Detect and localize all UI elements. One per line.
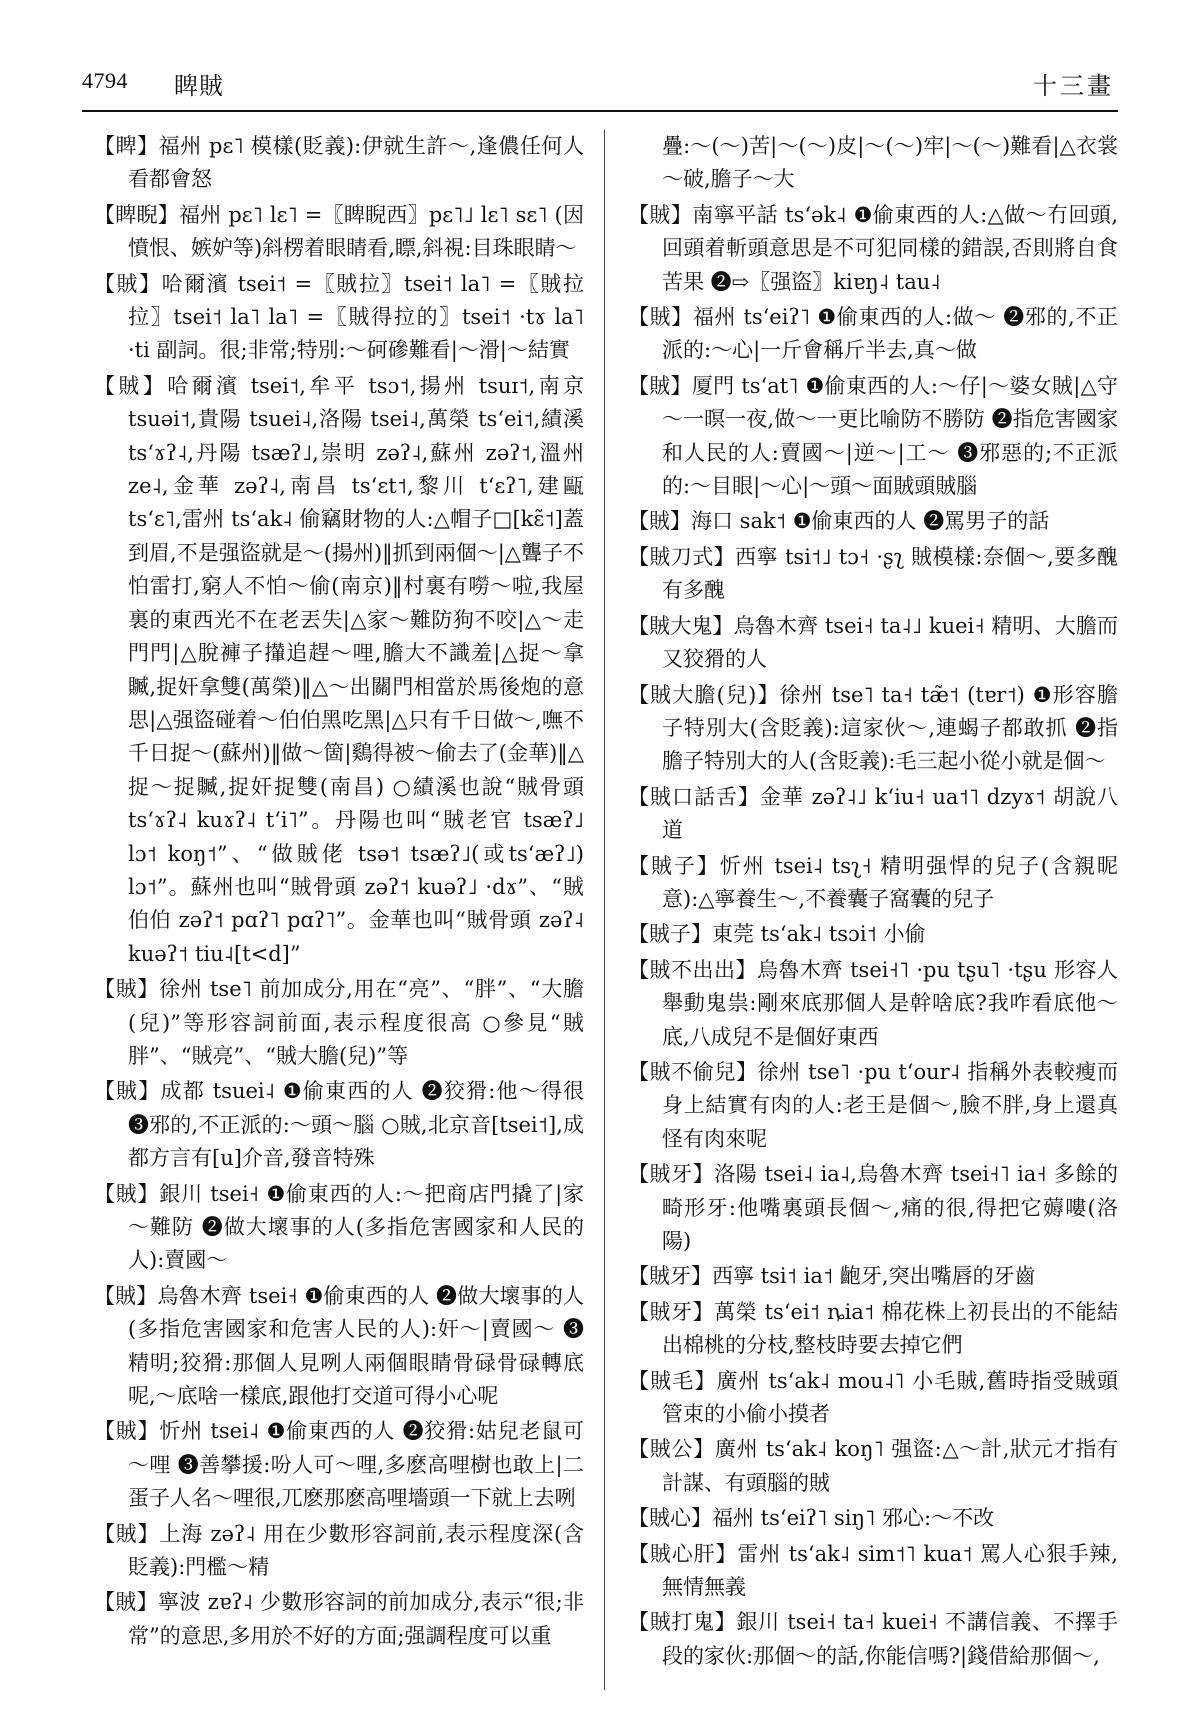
dictionary-entry: 【賊】徐州 tse˥ 前加成分,用在“亮”、“胖”、“大膽(兒)”等形容詞前面,表示程度很高 ○參見“賊胖”、“賊亮”、“賊大膽(兒)”等 — [94, 977, 584, 1068]
page-number: 4794 — [82, 68, 128, 93]
column-divider — [604, 130, 605, 1690]
dictionary-entry: 【賊子】忻州 tsei˨ tsʅ˧ 精明强悍的兒子(含親昵意):△寧養生～,不養囊子窩囊的兒子 — [628, 853, 1118, 911]
dictionary-entry-continuation: 疊:～(～)苦|～(～)皮|～(～)牢|～(～)難看|△衣裳～破,膽子～大 — [662, 134, 1118, 192]
dictionary-entry: 【賊】銀川 tsei˧ ❶偷東西的人:～把商店門撬了|家～難防 ❷做大壞事的人(多指危害國家和人民的人):賣國～ — [94, 1181, 584, 1273]
dictionary-entry: 【賊口話舌】金華 zəʔ˨˩ kʻiu˧ ua˦˥ dzyɤ˦ 胡說八道 — [628, 784, 1118, 843]
dictionary-entry: 【賊不出出】烏魯木齊 tsei˧˥ ·pu tʂu˥ ·tʂu 形容人舉動鬼祟:剛來底那個人是幹啥底?我咋看底他～底,八成兒不是個好東西 — [628, 957, 1118, 1049]
dictionary-entry: 【賊】哈爾濱 tsei˦ =〖賊拉〗tsei˦ la˥ =〖賊拉拉〗tsei˦ la˥ la˥ =〖賊得拉的〗tsei˦ ·tɤ la˥ ·ti 副詞。很;非常;特別:～砢磣難看|～滑|～結實 — [94, 271, 584, 363]
dictionary-entry: 【賊心肝】雷州 tsʻak˨ sim˦˥ kua˦ 罵人心狠手辣,無情無義 — [628, 1541, 1118, 1600]
dictionary-entry: 【賊毛】廣州 tsʻak˨ mou˨˥ 小毛賊,舊時指受賊頭管束的小偷小摸者 — [628, 1368, 1118, 1427]
dictionary-entry: 【賊公】廣州 tsʻak˨ koŋ˥ 强盜:△～計,狀元才指有計謀、有頭腦的賊 — [628, 1437, 1118, 1495]
dictionary-entry: 【賊刀式】西寧 tsi˦˩ tɔ˧ ·ʂʅ 賊模樣:奈個～,要多醜有多醜 — [628, 544, 1118, 603]
dictionary-entry: 【賊心】福州 tsʻeiʔ˥ siŋ˥ 邪心:～不改 — [628, 1506, 995, 1531]
dictionary-entry: 【賊】哈爾濱 tsei˦,牟平 tsɔ˦,揚州 tsuɪ˦,南京 tsuəi˦,貴陽 tsuei˨,洛陽 tsei˨,萬榮 tsʻei˦,績溪 tsʻɤʔ˨,丹陽 tsæʔ˩,崇明 zəʔ˨,蘇州 zəʔ˦,溫州 ze˨,金華 zəʔ˨,南昌 tsʻɛt˦,黎川 tʻɛʔ˥,建甌 tsʻɛ˥,雷州 tsʻak˨ 偷竊財物的人:△帽子□[kɛ̃˦]蓋到眉,不是强盜就是～(揚州)‖抓到兩個～|△聾子不怕雷打,窮人不怕～偷(南京)‖村裏有嘮～啦,我屋裏的東西光不在老丟失|△家～難防狗不咬|△～走門門|△脫褲子攆追趕～哩,膽大不識羞|△捉～拿贓,捉奸拿雙(萬榮)‖△～出關門相當於馬後炮的意思|△强盜碰着～伯伯黑吃黑|△只有千日做～,嘸不千日捉～(蘇州)‖做～箇|鷄得被～偷去了(金華)‖△捉～捉贓,捉奸捉雙(南昌) ○績溪也說“賊骨頭 tsʻɤʔ˨ kuɤʔ˨ tʻi˥”。丹陽也叫“賊老官 tsæʔ˩ lɔ˦ koŋ˦”、“做賊佬 tsə˦ tsæʔ˩(或tsʻæʔ˩) lɔ˦”。蘇州也叫“賊骨頭 zəʔ˦ kuəʔ˩ ·dɤ”、“賊伯伯 zəʔ˦ pɑʔ˥ pɑʔ˥”。金華也叫“賊骨頭 zəʔ˨ kuəʔ˦ tiu˨[t<d]” — [94, 373, 584, 966]
left-column — [94, 130, 584, 1720]
dictionary-entry: 【賊牙】萬榮 tsʻei˦ ȵia˦ 棉花株上初長出的不能結出棉桃的分枝,整枝時要去掉它們 — [628, 1299, 1118, 1358]
dictionary-entry: 【賊】寧波 zɐʔ˨ 少數形容詞的前加成分,表示“很;非常”的意思,多用於不好的方面;强調程度可以重 — [94, 1590, 584, 1648]
dictionary-entry: 【賊不偷兒】徐州 tse˥ ·pu tʻour˨ 指稱外表較瘦而身上結實有肉的人:老王是個～,臉不胖,身上還真怪有肉來呢 — [628, 1059, 1118, 1151]
dictionary-entry: 【賊打鬼】銀川 tsei˧ ta˧ kuei˧ 不講信義、不擇手段的家伙:那個～的話,你能信嗎?|錢借給那個～, — [628, 1610, 1118, 1668]
dictionary-entry: 【賊大鬼】烏魯木齊 tsei˧ ta˨˩ kuei˧ 精明、大膽而又狡猾的人 — [628, 613, 1118, 672]
dictionary-entry: 【賊】上海 zəʔ˨ 用在少數形容詞前,表示程度深(含貶義):門檻～精 — [94, 1521, 584, 1580]
right-column — [628, 130, 1118, 1720]
dictionary-entry: 【賊子】東莞 tsʻak˨ tsɔi˦ 小偷 — [628, 922, 926, 947]
dictionary-entry: 【賊大膽(兒)】徐州 tse˥ ta˧ tæ̃˦ (tɐr˦) ❶形容膽子特別大(含貶義):這家伙～,連蝎子都敢抓 ❷指膽子特別大的人(含貶義):毛三起小從小就是個～ — [628, 682, 1118, 774]
dictionary-entry: 【賊牙】洛陽 tsei˨ ia˨,烏魯木齊 tsei˧˥ ia˧ 多餘的畸形牙:他嘴裏頭長個～,痛的很,得把它薅嘍(洛陽) — [628, 1162, 1118, 1253]
dictionary-entry: 【賊】南寧平話 tsʻək˨ ❶偷東西的人:△做～冇回頭,回頭着斬頭意思是不可犯同樣的錯誤,否則將自食苦果 ❷⇨〖强盜〗kiɐŋ˨ tau˨ — [628, 202, 1118, 294]
dictionary-entry: 【賊】成都 tsuei˨ ❶偷東西的人 ❷狡猾:他～得很 ❸邪的,不正派的:～頭～腦 ○賊,北京音[tsei˦],成都方言有[u]介音,發音特殊 — [94, 1079, 584, 1171]
dictionary-entry: 【睥】福州 pɛ˥ 模樣(貶義):伊就生許～,逢儂任何人看都會怒 — [94, 134, 584, 192]
dictionary-entry: 【賊】福州 tsʻeiʔ˥ ❶偷東西的人:做～ ❷邪的,不正派的:～心|一斤會稱斤半去,真～做 — [628, 305, 1118, 363]
dictionary-entry: 【睥睨】福州 pɛ˥ lɛ˥ =〖睥睨西〗pɛ˥˩ lɛ˥ sɛ˥ (因憤恨、嫉妒等)斜楞着眼睛看,瞟,斜視:目珠眼睛～ — [94, 202, 584, 261]
dictionary-entry: 【賊】烏魯木齊 tsei˧ ❶偷東西的人 ❷做大壞事的人(多指危害國家和危害人民的人):奸～|賣國～ ❸精明;狡猾:那個人見咧人兩個眼睛骨碌骨碌轉底呢,～底啥一樣底,跟他打交道可得小心呢 — [94, 1283, 584, 1409]
page-header — [82, 58, 1118, 112]
dictionary-entry: 【賊】厦門 tsʻat˥ ❶偷東西的人:～仔|～婆女賊|△守～一暝一夜,做～一更比喻防不勝防 ❷指危害國家和人民的人:賣國～|逆～|工～ ❸邪惡的;不正派的:～目眼|～心|～頭～面賊頭賊腦 — [628, 373, 1118, 499]
stroke-section-label: 十三畫 — [1033, 72, 1114, 100]
dictionary-entry: 【賊牙】西寧 tsi˦ ia˦ 齙牙,突出嘴唇的牙齒 — [628, 1264, 1036, 1289]
dictionary-entry: 【賊】海口 sak˦ ❶偷東西的人 ❷罵男子的話 — [628, 509, 1050, 534]
header-title: 睥賊 — [174, 72, 224, 100]
dictionary-entry: 【賊】忻州 tsei˨ ❶偷東西的人 ❷狡猾:姑兒老鼠可～哩 ❸善攀援:吩人可～哩,多麽高哩樹也敢上|二蛋子人名～哩很,兀麽那麽高哩墻頭一下就上去咧 — [94, 1419, 584, 1511]
